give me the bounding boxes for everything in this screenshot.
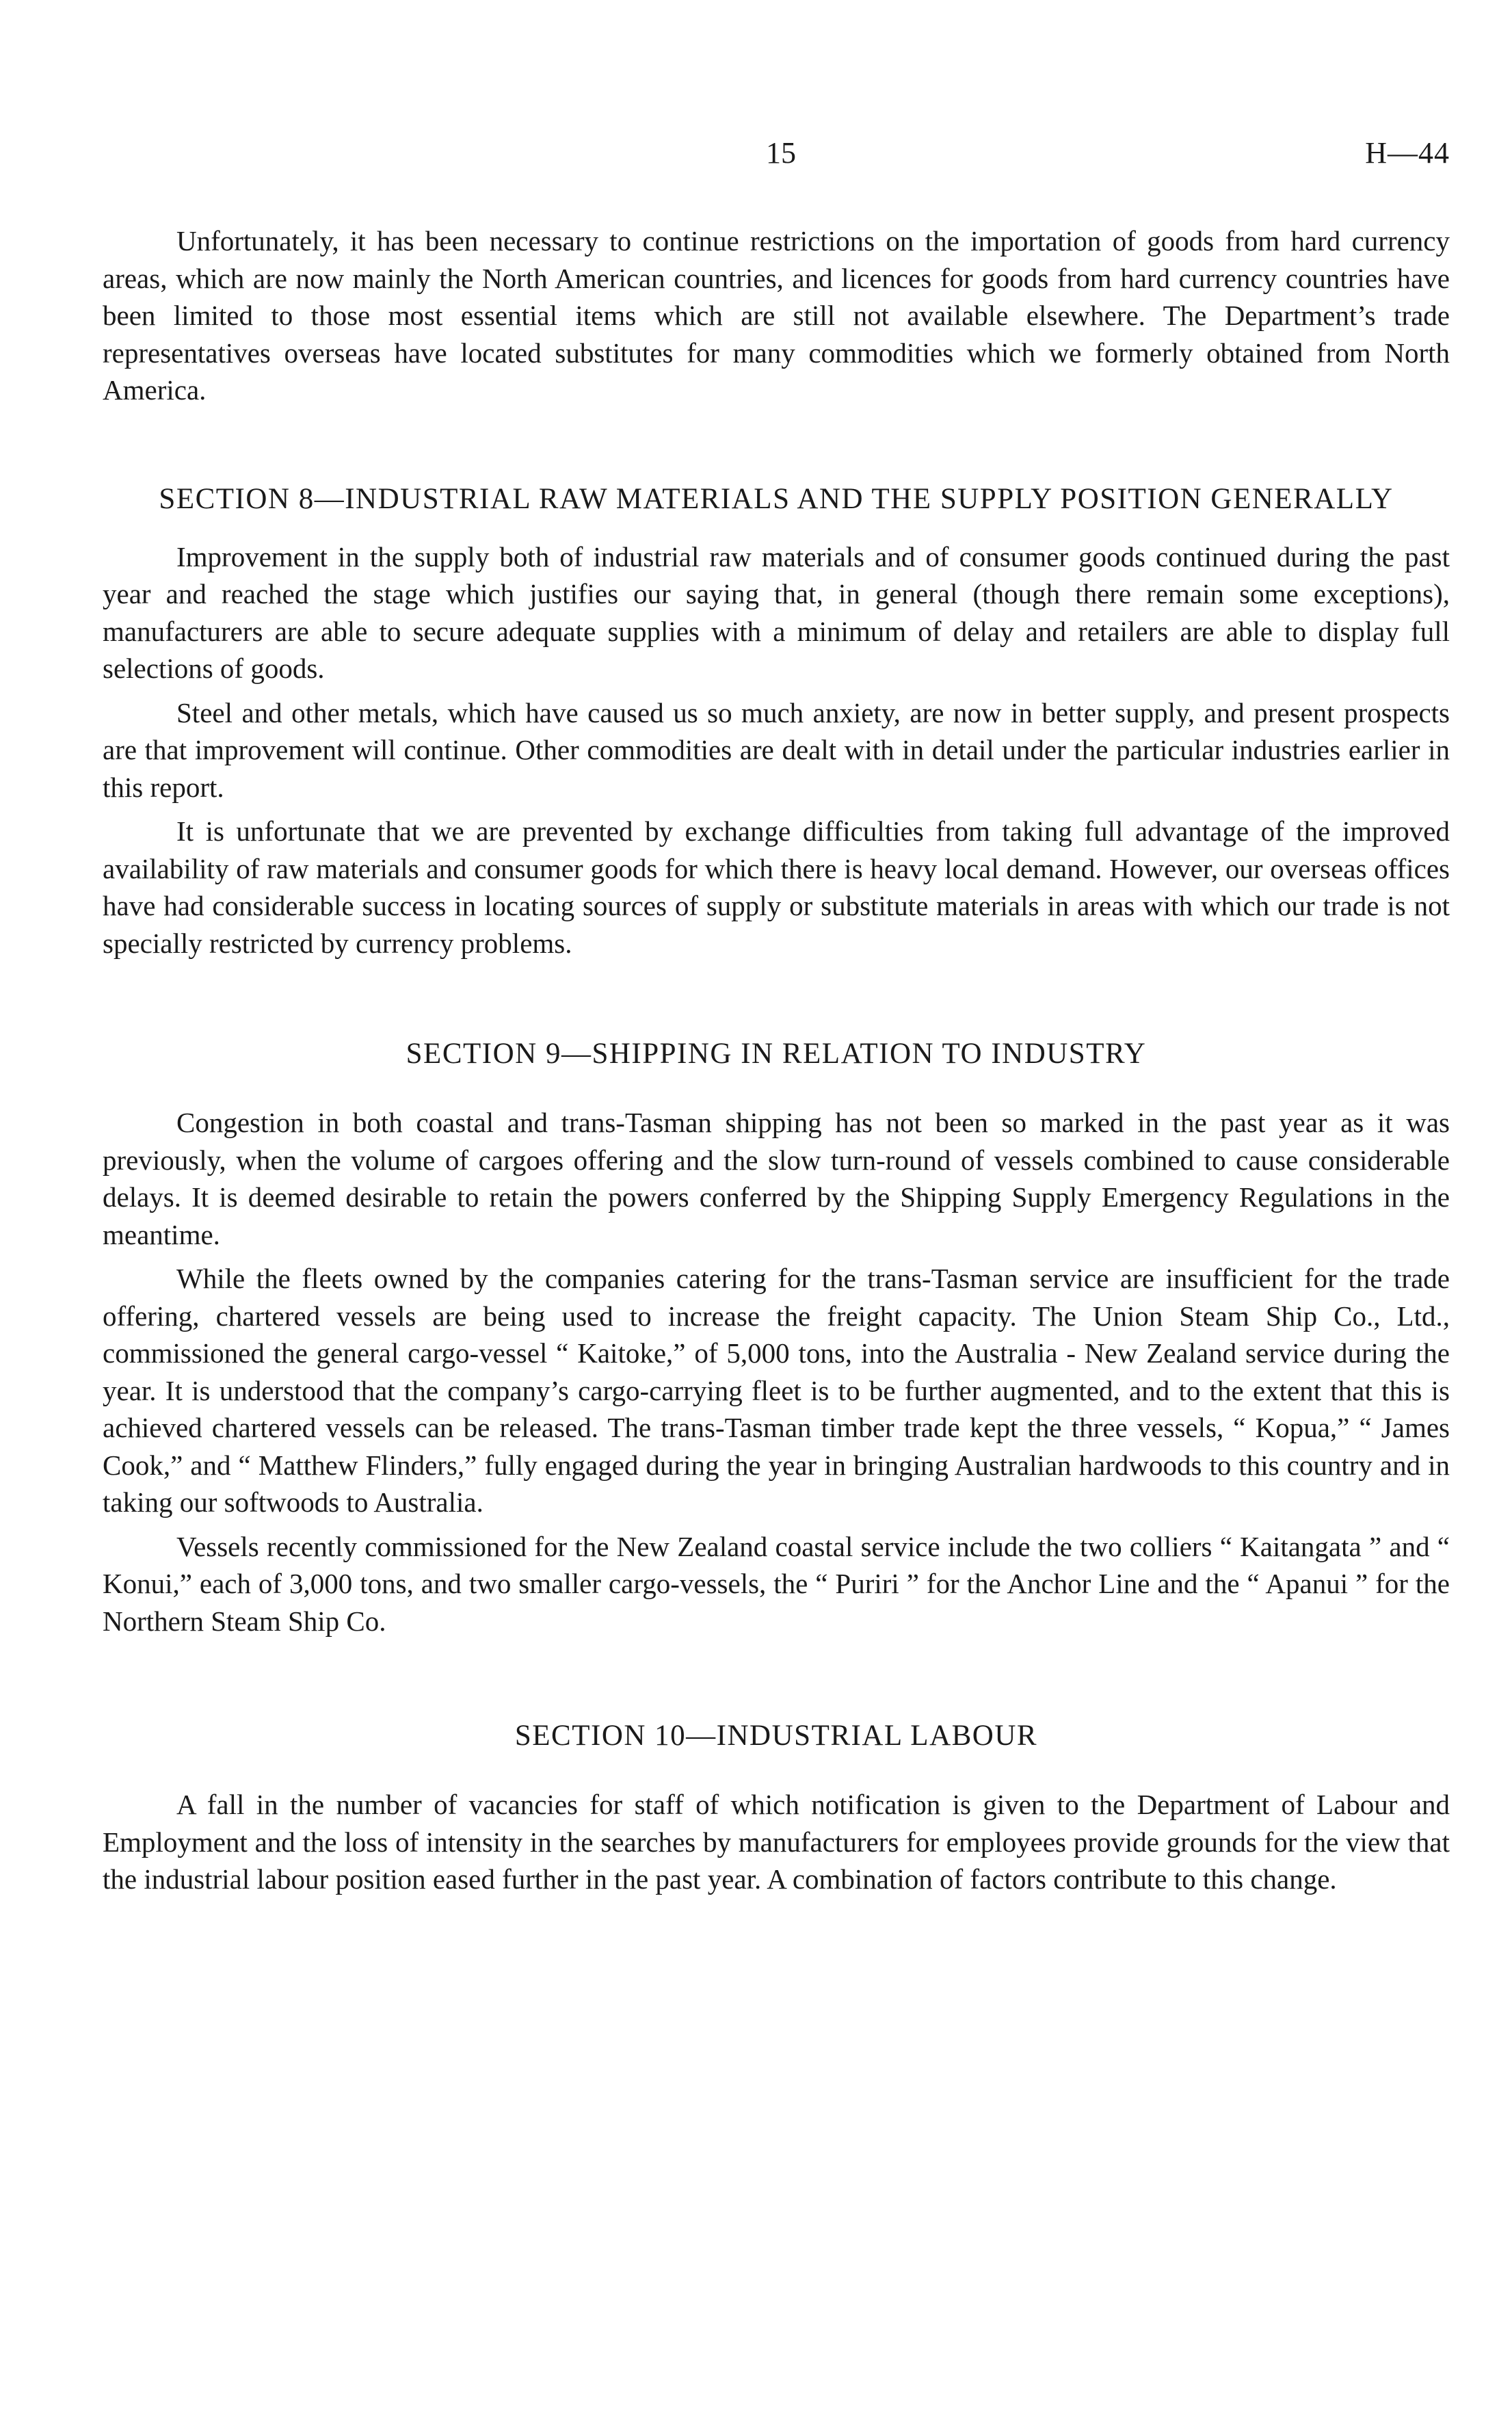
- body-paragraph: While the fleets owned by the companies catering for the trans-Tasman service are insufficient for the trade offering, chartered vessels are being used to increase the freight capacity. The Union Steam Ship Co., Ltd., commissioned the general cargo-vessel “ Kaitoke,” of 5,000 tons, into the Australia - New Zealand service during the year. It is understood that the company’s cargo-carrying fleet is to be further augmented, and to the extent that this is achieved chartered vessels can be released. The trans-Tasman timber trade kept the three vessels, “ Kopua,” “ James Cook,” and “ Matthew Flinders,” fully engaged during the year in bringing Australian hardwoods to this country and in taking our softwoods to Australia.: [103, 1263, 1450, 1518]
- page-number: 15: [766, 136, 796, 170]
- page-content: [103, 222, 1450, 1905]
- body-paragraph: A fall in the number of vacancies for staff of which notification is given to the Department of Labour and Employment and the loss of intensity in the searches by manufacturers for employees provide grounds for the view that the industrial labour position eased further in the past year. A combination of factors contribute to this change.: [103, 1789, 1450, 1895]
- body-paragraph: Improvement in the supply both of industrial raw materials and of consumer goods continued during the past year and reached the stage which justifies our saying that, in general (though there remain some exceptions), manufacturers are able to secure adequate supplies with a minimum of delay and retailers are able to display full selections of goods.: [103, 540, 1450, 684]
- section-9: [103, 1036, 1450, 1640]
- body-paragraph: It is unfortunate that we are prevented by exchange difficulties from taking full advantage of the improved availability of raw materials and consumer goods for which there is heavy local demand. However, our overseas offices have had considerable success in locating sources of supply or substitute materials in areas with which our trade is not specially restricted by currency problems.: [103, 815, 1450, 959]
- body-paragraph: Steel and other metals, which have caused us so much anxiety, are now in better supply, and present prospects are that improvement will continue. Other commodities are dealt with in detail under the particular industries earlier in this report.: [103, 696, 1450, 803]
- body-paragraph: Congestion in both coastal and trans-Tasman shipping has not been so marked in the past year as it was previously, when the volume of cargoes offering and the slow turn-round of vessels combined to cause considerable delays. It is deemed desirable to retain the powers conferred by the Shipping Supply Emergency Regulations in the meantime.: [103, 1107, 1450, 1250]
- section-8: [103, 481, 1450, 962]
- section-heading: SECTION 8—INDUSTRIAL RAW MATERIALS AND THE SUPPLY POSITION GENERALLY: [159, 482, 1394, 515]
- page-header: [103, 135, 1450, 176]
- document-reference: H—44: [1365, 136, 1450, 170]
- body-paragraph: Unfortunately, it has been necessary to continue restrictions on the importation of goods from hard currency areas, which are now mainly the North American countries, and licences for goods from hard currency countries have been limited to those most essential items which are still not available elsewhere. The Department’s trade representatives overseas have located substitutes for many commodities which we formerly obtained from North America.: [103, 225, 1450, 406]
- section-10: [103, 1718, 1450, 1898]
- section-heading: SECTION 9—SHIPPING IN RELATION TO INDUSTRY: [406, 1038, 1147, 1070]
- body-paragraph: Vessels recently commissioned for the New Zealand coastal service include the two colliers “ Kaitangata ” and “ Konui,” each of 3,000 tons, and two smaller cargo-vessels, the “ Puriri ” for the Anchor Line and the “ Apanui ” for the Northern Steam Ship Co.: [103, 1530, 1450, 1637]
- section-heading: SECTION 10—INDUSTRIAL LABOUR: [514, 1720, 1038, 1752]
- intro-block: [103, 222, 1450, 409]
